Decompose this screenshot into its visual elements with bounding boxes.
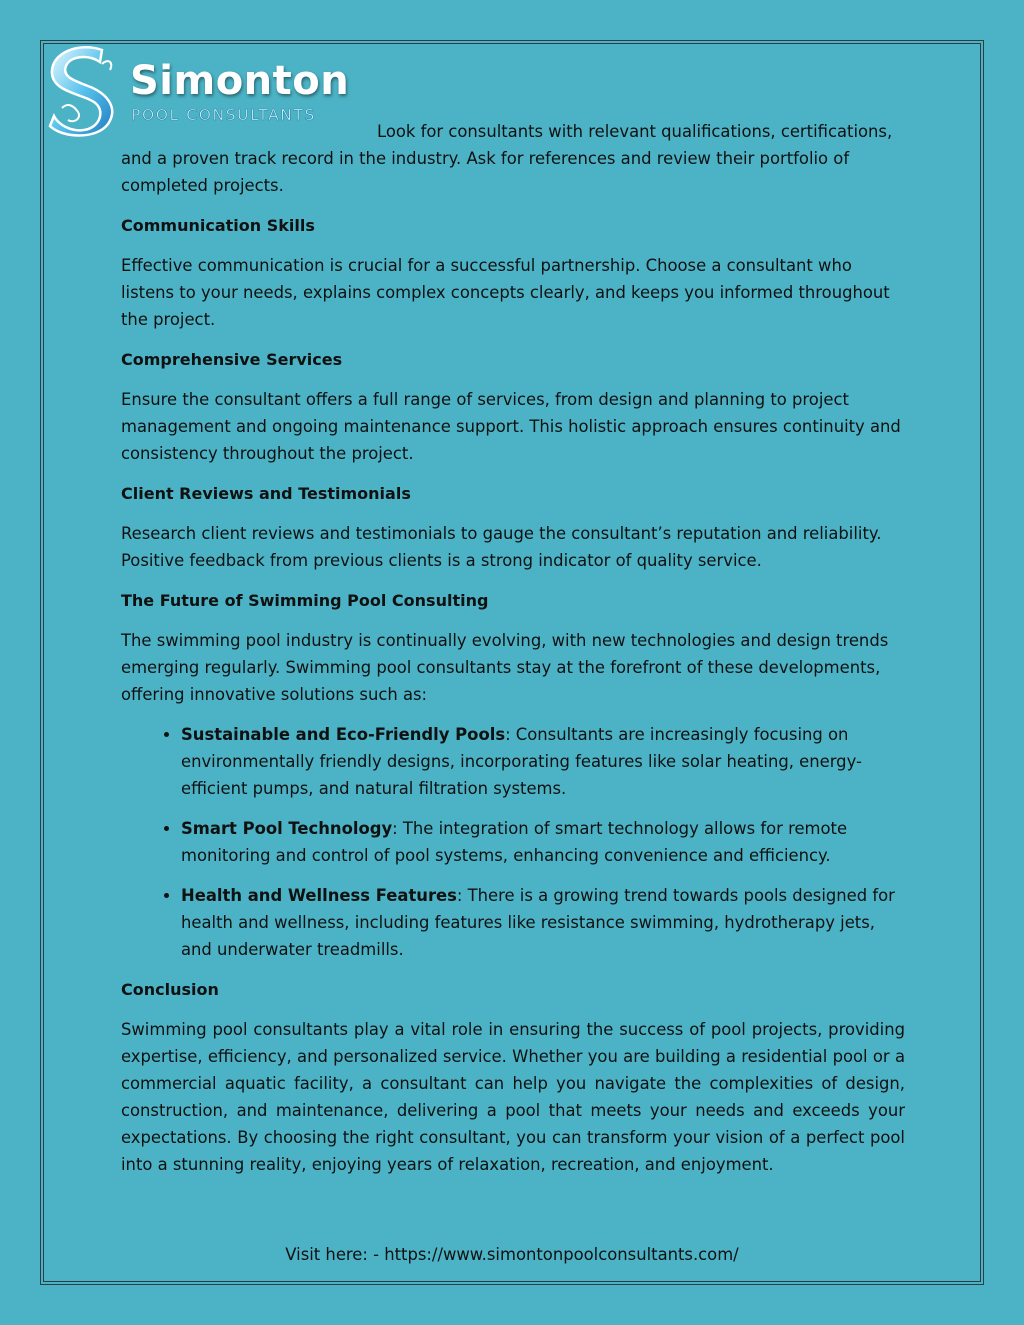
list-item [181, 815, 905, 869]
list-item-term: Smart Pool Technology [181, 819, 393, 838]
list-item-text: : The integration of smart technology allows for remote monitoring and control of pool systems, enhancing convenience and efficiency. [181, 819, 848, 865]
heading-conclusion: Conclusion [121, 980, 219, 999]
stylized-s-wave-icon [50, 47, 112, 135]
paragraph-comprehensive-services: Ensure the consultant offers a full range of services, from design and planning to project management and ongoing maintenance support. This holistic approach ensures continuity and consistency throughout the project. [121, 390, 901, 463]
list-item [181, 882, 905, 963]
heading-comprehensive-services: Comprehensive Services [121, 350, 343, 369]
list-item-text: : There is a growing trend towards pools designed for health and wellness, including features like resistance swimming, hydrotherapy jets, and underwater treadmills. [181, 886, 895, 959]
paragraph-client-reviews: Research client reviews and testimonials to gauge the consultant’s reputation and reliability. Positive feedback from previous clients is a strong indicator of quality service. [121, 524, 882, 570]
innovations-list [121, 721, 905, 963]
paragraph-communication-skills: Effective communication is crucial for a successful partnership. Choose a consultant who listens to your needs, explains complex concepts clearly, and keeps you informed throughout the project. [121, 256, 890, 329]
logo-title: Simonton [130, 58, 350, 104]
footer-visit-link[interactable]: Visit here: - https://www.simontonpoolconsultants.com/ [285, 1245, 739, 1264]
list-item [181, 721, 905, 802]
heading-client-reviews: Client Reviews and Testimonials [121, 484, 411, 503]
list-item-term: Health and Wellness Features [181, 886, 457, 905]
heading-communication-skills: Communication Skills [121, 216, 315, 235]
intro-paragraph: Look for consultants with relevant qualifications, certifications, and a proven track record in the industry. Ask for references and review their portfolio of completed projects. [121, 122, 893, 195]
paragraph-conclusion: Swimming pool consultants play a vital role in ensuring the success of pool projects, providing expertise, efficiency, and personalized service. Whether you are building a residential pool or a commercial aquatic facility, a consultant can help you navigate the complexities of design, construction, and maintenance, delivering a pool that meets your needs and exceeds your expectations. By choosing the right consultant, you can transform your vision of a perfect pool into a stunning reality, enjoying years of relaxation, recreation, and enjoyment. [121, 1020, 905, 1174]
heading-future-consulting: The Future of Swimming Pool Consulting [121, 591, 489, 610]
logo-subtitle: POOL CONSULTANTS [131, 106, 316, 124]
list-item-term: Sustainable and Eco-Friendly Pools [181, 725, 506, 744]
list-item-text: : Consultants are increasingly focusing on environmentally friendly designs, incorporating features like solar heating, energy-efficient pumps, and natural filtration systems. [181, 725, 862, 798]
paragraph-future-consulting: The swimming pool industry is continually evolving, with new technologies and design trends emerging regularly. Swimming pool consultants stay at the forefront of these developments, offering innovative solutions such as: [121, 631, 889, 704]
document-body [121, 118, 905, 1191]
